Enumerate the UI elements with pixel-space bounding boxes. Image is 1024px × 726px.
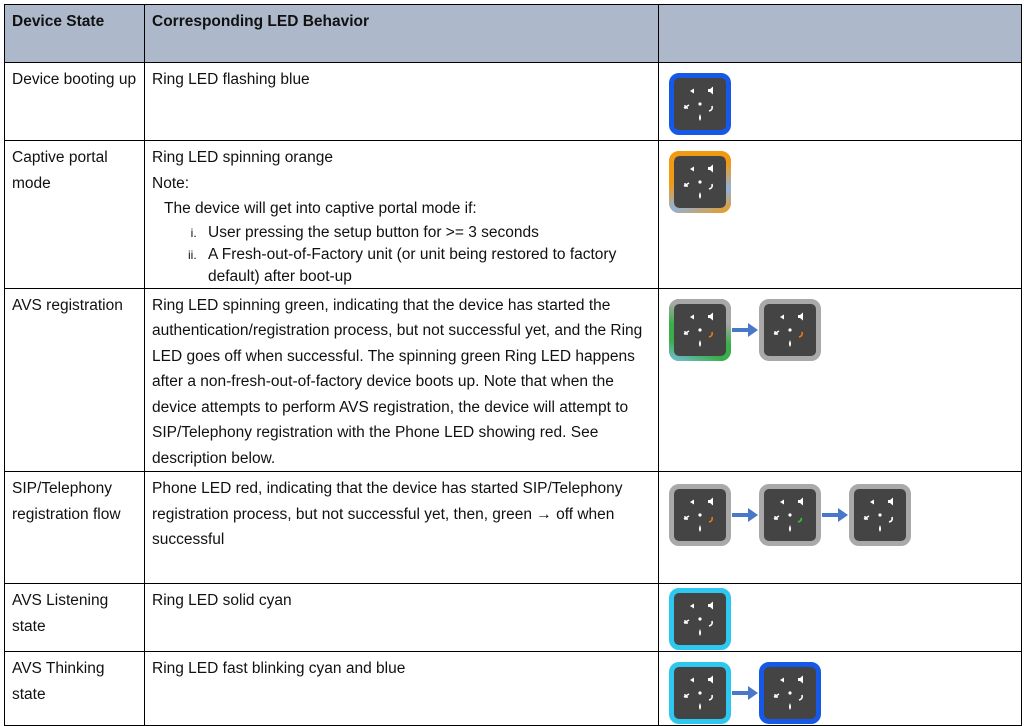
led-behavior-cell: Ring LED flashing blue	[145, 63, 659, 141]
device-state-cell: AVS registration	[5, 288, 145, 472]
list-item: ii. A Fresh-out-of-Factory unit (or unit being restored to factory default) after boot-up	[200, 244, 651, 288]
device-phone-red-icon	[669, 484, 731, 546]
device-ring-cyan-icon	[669, 662, 731, 724]
list-item: i. User pressing the setup button for >= 3 seconds	[200, 222, 651, 244]
device-state-cell: AVS Thinking state	[5, 652, 145, 726]
table-row	[5, 141, 1022, 289]
device-state-cell: Captive portal mode	[5, 141, 145, 289]
table-row	[5, 652, 1022, 726]
illustration-cell	[659, 141, 1022, 289]
led-behavior-cell: Phone LED red, indicating that the device has started SIP/Telephony registration process, but not successful yet, then, green → off when successful	[145, 472, 659, 584]
led-behavior-table	[4, 4, 1022, 726]
table-row	[5, 288, 1022, 472]
table-row	[5, 472, 1022, 584]
device-state-cell: Device booting up	[5, 63, 145, 141]
device-state-cell: AVS Listening state	[5, 584, 145, 652]
header-device-state: Device State	[5, 5, 145, 63]
device-phone-off-icon	[849, 484, 911, 546]
header-illustration	[659, 5, 1022, 63]
device-ring-blue-icon	[759, 662, 821, 724]
header-row	[5, 5, 1022, 63]
note-intro: The device will get into captive portal mode if:	[164, 200, 477, 217]
arrow-right-icon	[732, 323, 758, 337]
device-phone-green-icon	[759, 484, 821, 546]
led-behavior-cell: Ring LED solid cyan	[145, 584, 659, 652]
header-led-behavior: Corresponding LED Behavior	[145, 5, 659, 63]
illustration-cell	[659, 472, 1022, 584]
reasons-list	[152, 222, 651, 288]
device-ring-cyan-icon	[669, 588, 731, 650]
led-behavior-cell: Ring LED fast blinking cyan and blue	[145, 652, 659, 726]
led-behavior-cell	[145, 141, 659, 289]
arrow-right-icon	[822, 508, 848, 522]
led-behavior-cell: Ring LED spinning green, indicating that the device has started the authentication/registration process, but not successful yet, and the Ring LED goes off when successful. The spinning green Ring LED happens after a non-fresh-out-of-factory device boots up. Note that when the device attempts to perform AVS registration, the device will attempt to SIP/Telephony registration with the Phone LED showing red. See description below.	[145, 288, 659, 472]
device-ring-orange-icon	[669, 151, 731, 213]
behavior-text: Ring LED spinning orange	[152, 149, 333, 166]
device-ring-off-icon	[759, 299, 821, 361]
arrow-right-icon	[732, 508, 758, 522]
table-row	[5, 63, 1022, 141]
table-row	[5, 584, 1022, 652]
device-state-cell: SIP/Telephony registration flow	[5, 472, 145, 584]
illustration-cell	[659, 584, 1022, 652]
note-label: Note:	[152, 174, 190, 192]
illustration-cell	[659, 288, 1022, 472]
device-ring-green-icon	[669, 299, 731, 361]
illustration-cell	[659, 652, 1022, 726]
arrow-right-icon	[732, 686, 758, 700]
illustration-cell	[659, 63, 1022, 141]
device-ring-blue-icon	[669, 73, 731, 135]
